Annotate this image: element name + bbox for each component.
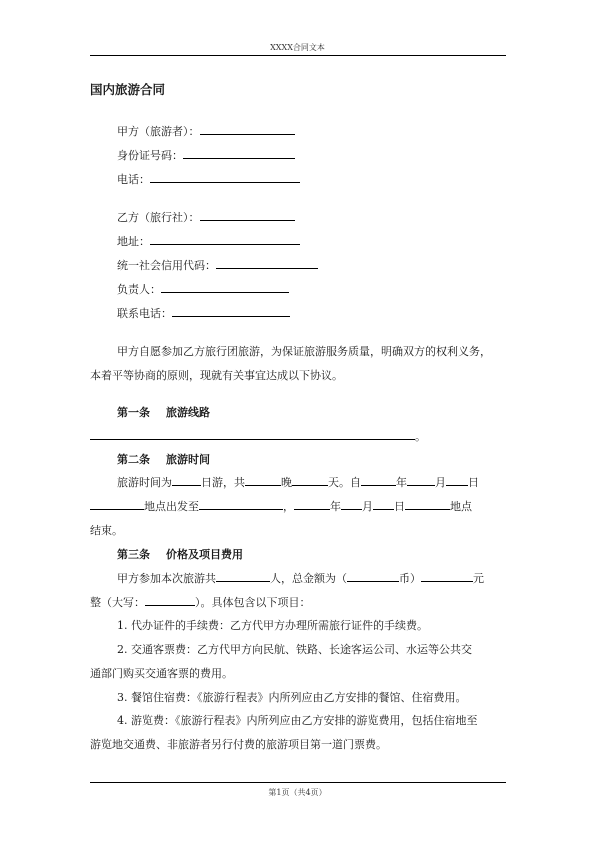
- party-a-id-blank: [183, 147, 295, 159]
- start-year-blank: [361, 474, 396, 486]
- document-title: 国内旅游合同: [90, 82, 166, 97]
- party-a-name-field: [117, 123, 295, 139]
- party-b-address-label: 地址：: [117, 235, 150, 248]
- article-1-heading: [117, 404, 210, 420]
- intro-line-2: 本着平等协商的原则，现就有关事宜达成以下协议。: [90, 369, 343, 382]
- end-year-blank: [294, 498, 330, 510]
- fee-item-4-line-1: 4. 游览费：《旅游行程表》内所列应由乙方安排的游览费用，包括住宿地至: [117, 714, 478, 727]
- party-b-address-field: [117, 233, 300, 249]
- text-segment: 晚: [281, 476, 292, 489]
- route-end-mark: 。: [415, 430, 426, 443]
- article-2-line-3: 结束。: [90, 524, 123, 537]
- text-segment: 地点: [450, 500, 472, 513]
- article-2-number: 第二条: [117, 453, 150, 466]
- intro-line-1: 甲方自愿参加乙方旅行团旅游，为保证旅游服务质量，明确双方的权利义务，: [117, 345, 491, 358]
- text-segment: 天。自: [328, 476, 361, 489]
- party-a-phone-label: 电话：: [117, 173, 150, 186]
- page-header: XXXX合同文本: [270, 43, 325, 52]
- article-2-line-1: [117, 474, 479, 490]
- text-segment: 地点出发至: [144, 500, 199, 513]
- party-a-id-label: 身份证号码：: [117, 149, 183, 162]
- article-1-route-line: [90, 428, 426, 444]
- party-b-address-blank: [150, 233, 300, 245]
- people-count-blank: [216, 570, 270, 582]
- party-b-person-blank: [161, 281, 289, 293]
- destination-blank: [199, 498, 283, 510]
- party-a-name-label: 甲方（旅游者）：: [117, 125, 200, 138]
- text-segment: 旅游时间为: [117, 476, 172, 489]
- text-segment: 人，总金额为（: [270, 572, 347, 585]
- party-a-id-field: [117, 147, 295, 163]
- party-b-contact-label: 联系电话：: [117, 307, 172, 320]
- text-segment: 元: [473, 572, 484, 585]
- article-3-line-2: [90, 594, 311, 610]
- days-blank: [172, 474, 201, 486]
- text-segment: 日: [468, 476, 479, 489]
- departure-place-blank: [90, 498, 144, 510]
- party-a-name-blank: [200, 123, 295, 135]
- start-day-blank: [446, 474, 468, 486]
- text-segment: 月: [362, 500, 373, 513]
- article-3-number: 第三条: [117, 548, 150, 561]
- article-2-heading: [117, 451, 210, 467]
- fee-item-3: 3. 餐馆住宿费：《旅游行程表》内所列应由乙方安排的餐馆、住宿费用。: [117, 691, 467, 704]
- text-segment: ）。具体包含以下项目：: [195, 596, 311, 609]
- text-segment: 币）: [399, 572, 421, 585]
- text-segment: 甲方参加本次旅游共: [117, 572, 216, 585]
- text-segment: 月: [435, 476, 446, 489]
- footer-rule: [90, 782, 506, 783]
- end-place-blank: [405, 498, 450, 510]
- route-blank: [90, 428, 415, 440]
- article-2-line-2: [90, 498, 472, 514]
- article-3-line-1: [117, 570, 484, 586]
- party-a-phone-blank: [150, 171, 300, 183]
- party-a-phone-field: [117, 171, 300, 187]
- text-segment: 年: [396, 476, 407, 489]
- article-3-title: 价格及项目费用: [166, 548, 243, 561]
- amount-blank: [421, 570, 473, 582]
- party-b-credit-code-field: [117, 257, 318, 273]
- party-b-person-field: [117, 281, 289, 297]
- currency-blank: [347, 570, 399, 582]
- start-month-blank: [407, 474, 435, 486]
- party-b-credit-code-blank: [216, 257, 318, 269]
- text-segment: 年: [330, 500, 341, 513]
- fee-item-2-line-2: 通部门购买交通客票的费用。: [90, 667, 233, 680]
- fee-item-2-line-1: 2. 交通客票费：乙方代甲方向民航、铁路、长途客运公司、水运等公共交: [117, 643, 472, 656]
- party-b-name-label: 乙方（旅行社）：: [117, 211, 200, 224]
- total-days-blank: [292, 474, 328, 486]
- text-segment: 整（大写：: [90, 596, 145, 609]
- article-3-heading: [117, 546, 243, 562]
- party-b-credit-code-label: 统一社会信用代码：: [117, 259, 216, 272]
- article-2-title: 旅游时间: [166, 453, 210, 466]
- text-segment: 日游，共: [201, 476, 245, 489]
- header-rule: [90, 55, 506, 56]
- text-segment: 日: [394, 500, 405, 513]
- party-b-name-field: [117, 209, 295, 225]
- article-1-number: 第一条: [117, 406, 150, 419]
- page-footer: 第1页（共4页）: [268, 788, 327, 797]
- party-b-name-blank: [200, 209, 295, 221]
- text-segment: ，: [283, 500, 294, 513]
- fee-item-4-line-2: 游览地交通费、非旅游者另行付费的旅游项目第一道门票费。: [90, 738, 387, 751]
- party-b-contact-field: [117, 305, 290, 321]
- nights-blank: [245, 474, 281, 486]
- party-b-person-label: 负责人：: [117, 283, 161, 296]
- end-month-blank: [341, 498, 362, 510]
- party-b-contact-blank: [172, 305, 290, 317]
- end-day-blank: [373, 498, 394, 510]
- fee-item-1: 1. 代办证件的手续费：乙方代甲方办理所需旅行证件的手续费。: [117, 619, 428, 632]
- amount-in-words-blank: [145, 594, 195, 606]
- article-1-title: 旅游线路: [166, 406, 210, 419]
